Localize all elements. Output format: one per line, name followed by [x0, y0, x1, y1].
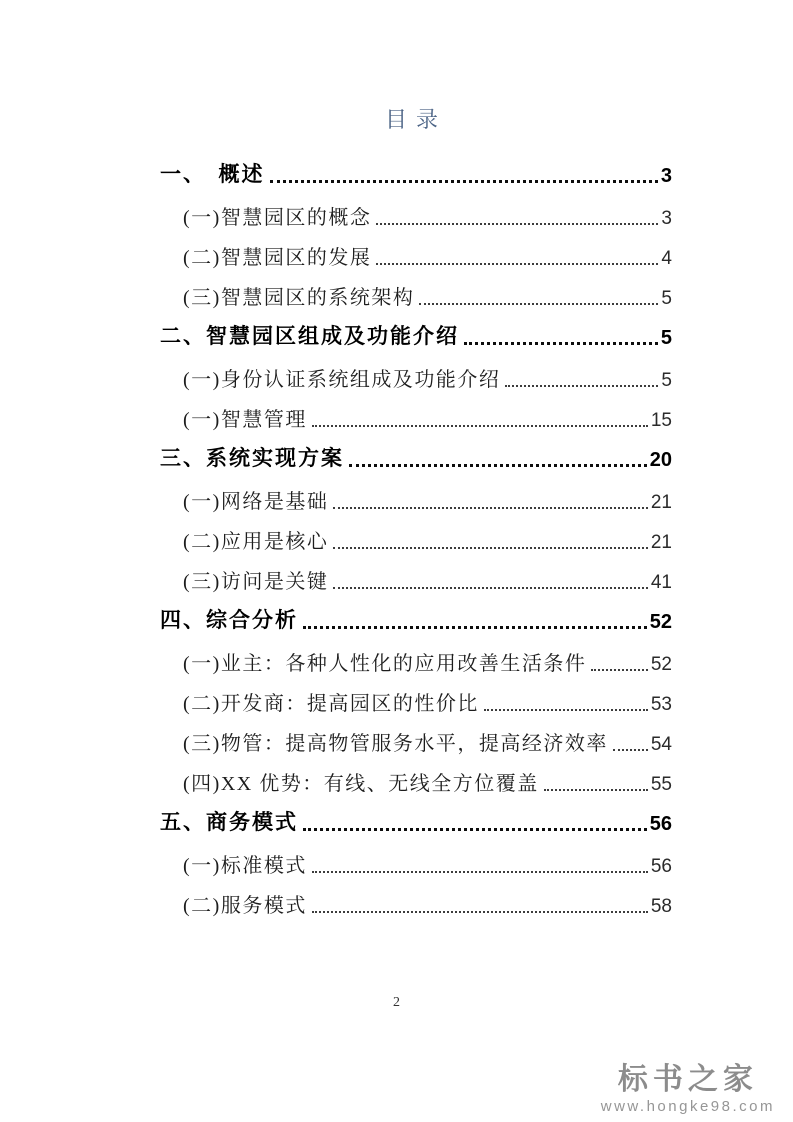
toc-entry[interactable] [160, 526, 672, 554]
toc-entry-page-number: 5 [660, 327, 672, 349]
toc-entry-label: (二)智慧园区的发展 [183, 247, 372, 269]
toc-entry[interactable] [160, 850, 672, 878]
toc-entry-page-number: 21 [650, 532, 672, 553]
toc-entry[interactable] [160, 688, 672, 716]
toc-entry[interactable] [160, 486, 672, 514]
dot-leader [464, 342, 658, 345]
toc-entry-label: (三)访问是关键 [183, 571, 329, 593]
toc-entry-label: 一、 概述 [160, 163, 265, 186]
dot-leader [544, 789, 648, 791]
toc-entry-label: (三)物管：提高物管服务水平，提高经济效率 [183, 733, 608, 755]
toc-entry-label: (一)网络是基础 [183, 491, 329, 513]
toc-entry[interactable] [160, 728, 672, 756]
toc-entry-label: 三、系统实现方案 [160, 447, 344, 470]
dot-leader [312, 871, 648, 873]
toc-entry-page-number: 21 [650, 492, 672, 513]
toc-entry-label: 五、商务模式 [160, 811, 298, 834]
dot-leader [419, 303, 658, 305]
dot-leader [613, 749, 648, 751]
toc-entry-page-number: 52 [650, 654, 672, 675]
dot-leader [333, 587, 648, 589]
dot-leader [376, 263, 658, 265]
toc-entry[interactable] [160, 444, 672, 472]
toc-entry[interactable] [160, 606, 672, 634]
dot-leader [333, 547, 648, 549]
toc-entry-page-number: 56 [649, 813, 672, 835]
toc-entry[interactable] [160, 648, 672, 676]
toc-entry[interactable] [160, 364, 672, 392]
toc-entry-page-number: 41 [650, 572, 672, 593]
toc-entry-label: (二)服务模式 [183, 895, 307, 917]
table-of-contents [160, 103, 672, 930]
toc-entry-label: (二)应用是核心 [183, 531, 329, 553]
toc-entry[interactable] [160, 404, 672, 432]
watermark-brand-text: 标书之家 [617, 1063, 758, 1096]
dot-leader [591, 669, 648, 671]
dot-leader [349, 464, 647, 467]
toc-entry-page-number: 3 [660, 165, 672, 187]
dot-leader [376, 223, 658, 225]
toc-entry-label: (一)智慧园区的概念 [183, 207, 372, 229]
toc-entry-page-number: 55 [650, 774, 672, 795]
toc-entry[interactable] [160, 242, 672, 270]
dot-leader [505, 385, 658, 387]
dot-leader [312, 425, 648, 427]
dot-leader [303, 626, 647, 629]
toc-entry[interactable] [160, 160, 672, 188]
toc-entry-page-number: 52 [649, 611, 672, 633]
toc-entry-label: (三)智慧园区的系统架构 [183, 287, 415, 309]
toc-entry-page-number: 58 [650, 896, 672, 917]
toc-entry-page-number: 53 [650, 694, 672, 715]
toc-entry[interactable] [160, 282, 672, 310]
toc-entry-label: (四)XX 优势：有线、无线全方位覆盖 [183, 773, 539, 795]
dot-leader [312, 911, 648, 913]
toc-entry[interactable] [160, 566, 672, 594]
footer-page-number: 2 [393, 995, 400, 1010]
toc-title: 目录 [384, 107, 447, 132]
dot-leader [333, 507, 648, 509]
toc-entry[interactable] [160, 808, 672, 836]
toc-entry-label: (二)开发商：提高园区的性价比 [183, 693, 479, 715]
toc-entry-page-number: 4 [661, 248, 672, 269]
toc-entry-label: (一)标准模式 [183, 855, 307, 877]
toc-entry[interactable] [160, 768, 672, 796]
toc-entry-list [160, 160, 672, 918]
toc-entry-label: (一)业主：各种人性化的应用改善生活条件 [183, 653, 587, 675]
dot-leader [270, 180, 658, 183]
toc-entry[interactable] [160, 322, 672, 350]
toc-entry-label: 四、综合分析 [160, 609, 298, 632]
watermark-url-text: www.hongke98.com [600, 1098, 775, 1115]
toc-entry-page-number: 56 [650, 856, 672, 877]
watermark [601, 1065, 775, 1114]
toc-entry-page-number: 54 [650, 734, 672, 755]
toc-entry-label: 二、智慧园区组成及功能介绍 [160, 325, 459, 348]
toc-entry-page-number: 5 [661, 288, 672, 309]
toc-entry-label: (一)身份认证系统组成及功能介绍 [183, 369, 501, 391]
toc-entry[interactable] [160, 890, 672, 918]
toc-entry-label: (一)智慧管理 [183, 409, 307, 431]
toc-entry-page-number: 15 [650, 410, 672, 431]
dot-leader [484, 709, 648, 711]
toc-entry-page-number: 20 [649, 449, 672, 471]
toc-entry-page-number: 3 [661, 208, 672, 229]
toc-entry-page-number: 5 [661, 370, 672, 391]
toc-entry[interactable] [160, 202, 672, 230]
dot-leader [303, 828, 647, 831]
